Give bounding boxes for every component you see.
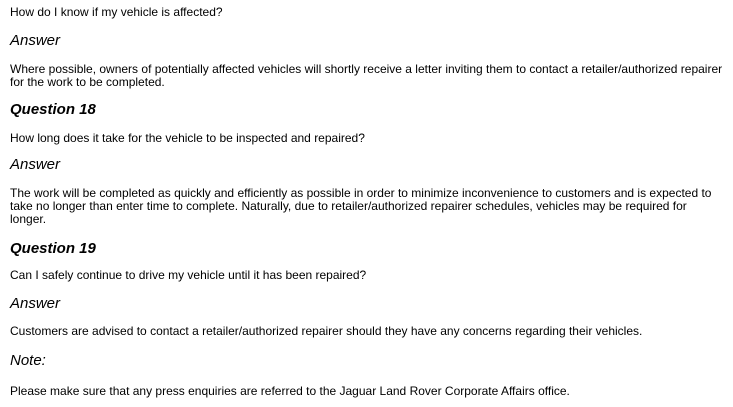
answer-text: Where possible, owners of potentially affected vehicles will shortly receive a letter inviting them to contact a retailer/authorized repairer for the work to be completed. xyxy=(10,62,723,89)
question-text: How long does it take for the vehicle to be inspected and repaired? xyxy=(10,131,365,145)
answer-text: Customers are advised to contact a retailer/authorized repairer should they have any concerns regarding their vehicles. xyxy=(10,324,643,338)
answer-text: The work will be completed as quickly and efficiently as possible in order to minimize inconvenience to customers and is expected to take no longer than enter time to complete. Naturally, due to retailer/authorized repairer schedules, vehicles may be required for longer. xyxy=(10,186,712,226)
question-text: How do I know if my vehicle is affected? xyxy=(10,5,223,19)
note-text: Please make sure that any press enquiries are referred to the Jaguar Land Rover Corporate Affairs office. xyxy=(10,384,570,398)
answer-label: Answer xyxy=(10,156,61,173)
answer-label: Answer xyxy=(10,32,61,49)
question-heading: Question 18 xyxy=(10,101,96,118)
question-heading: Question 19 xyxy=(10,240,96,257)
note-label: Note: xyxy=(10,352,46,369)
question-text: Can I safely continue to drive my vehicle until it has been repaired? xyxy=(10,268,367,282)
answer-label: Answer xyxy=(10,295,61,312)
